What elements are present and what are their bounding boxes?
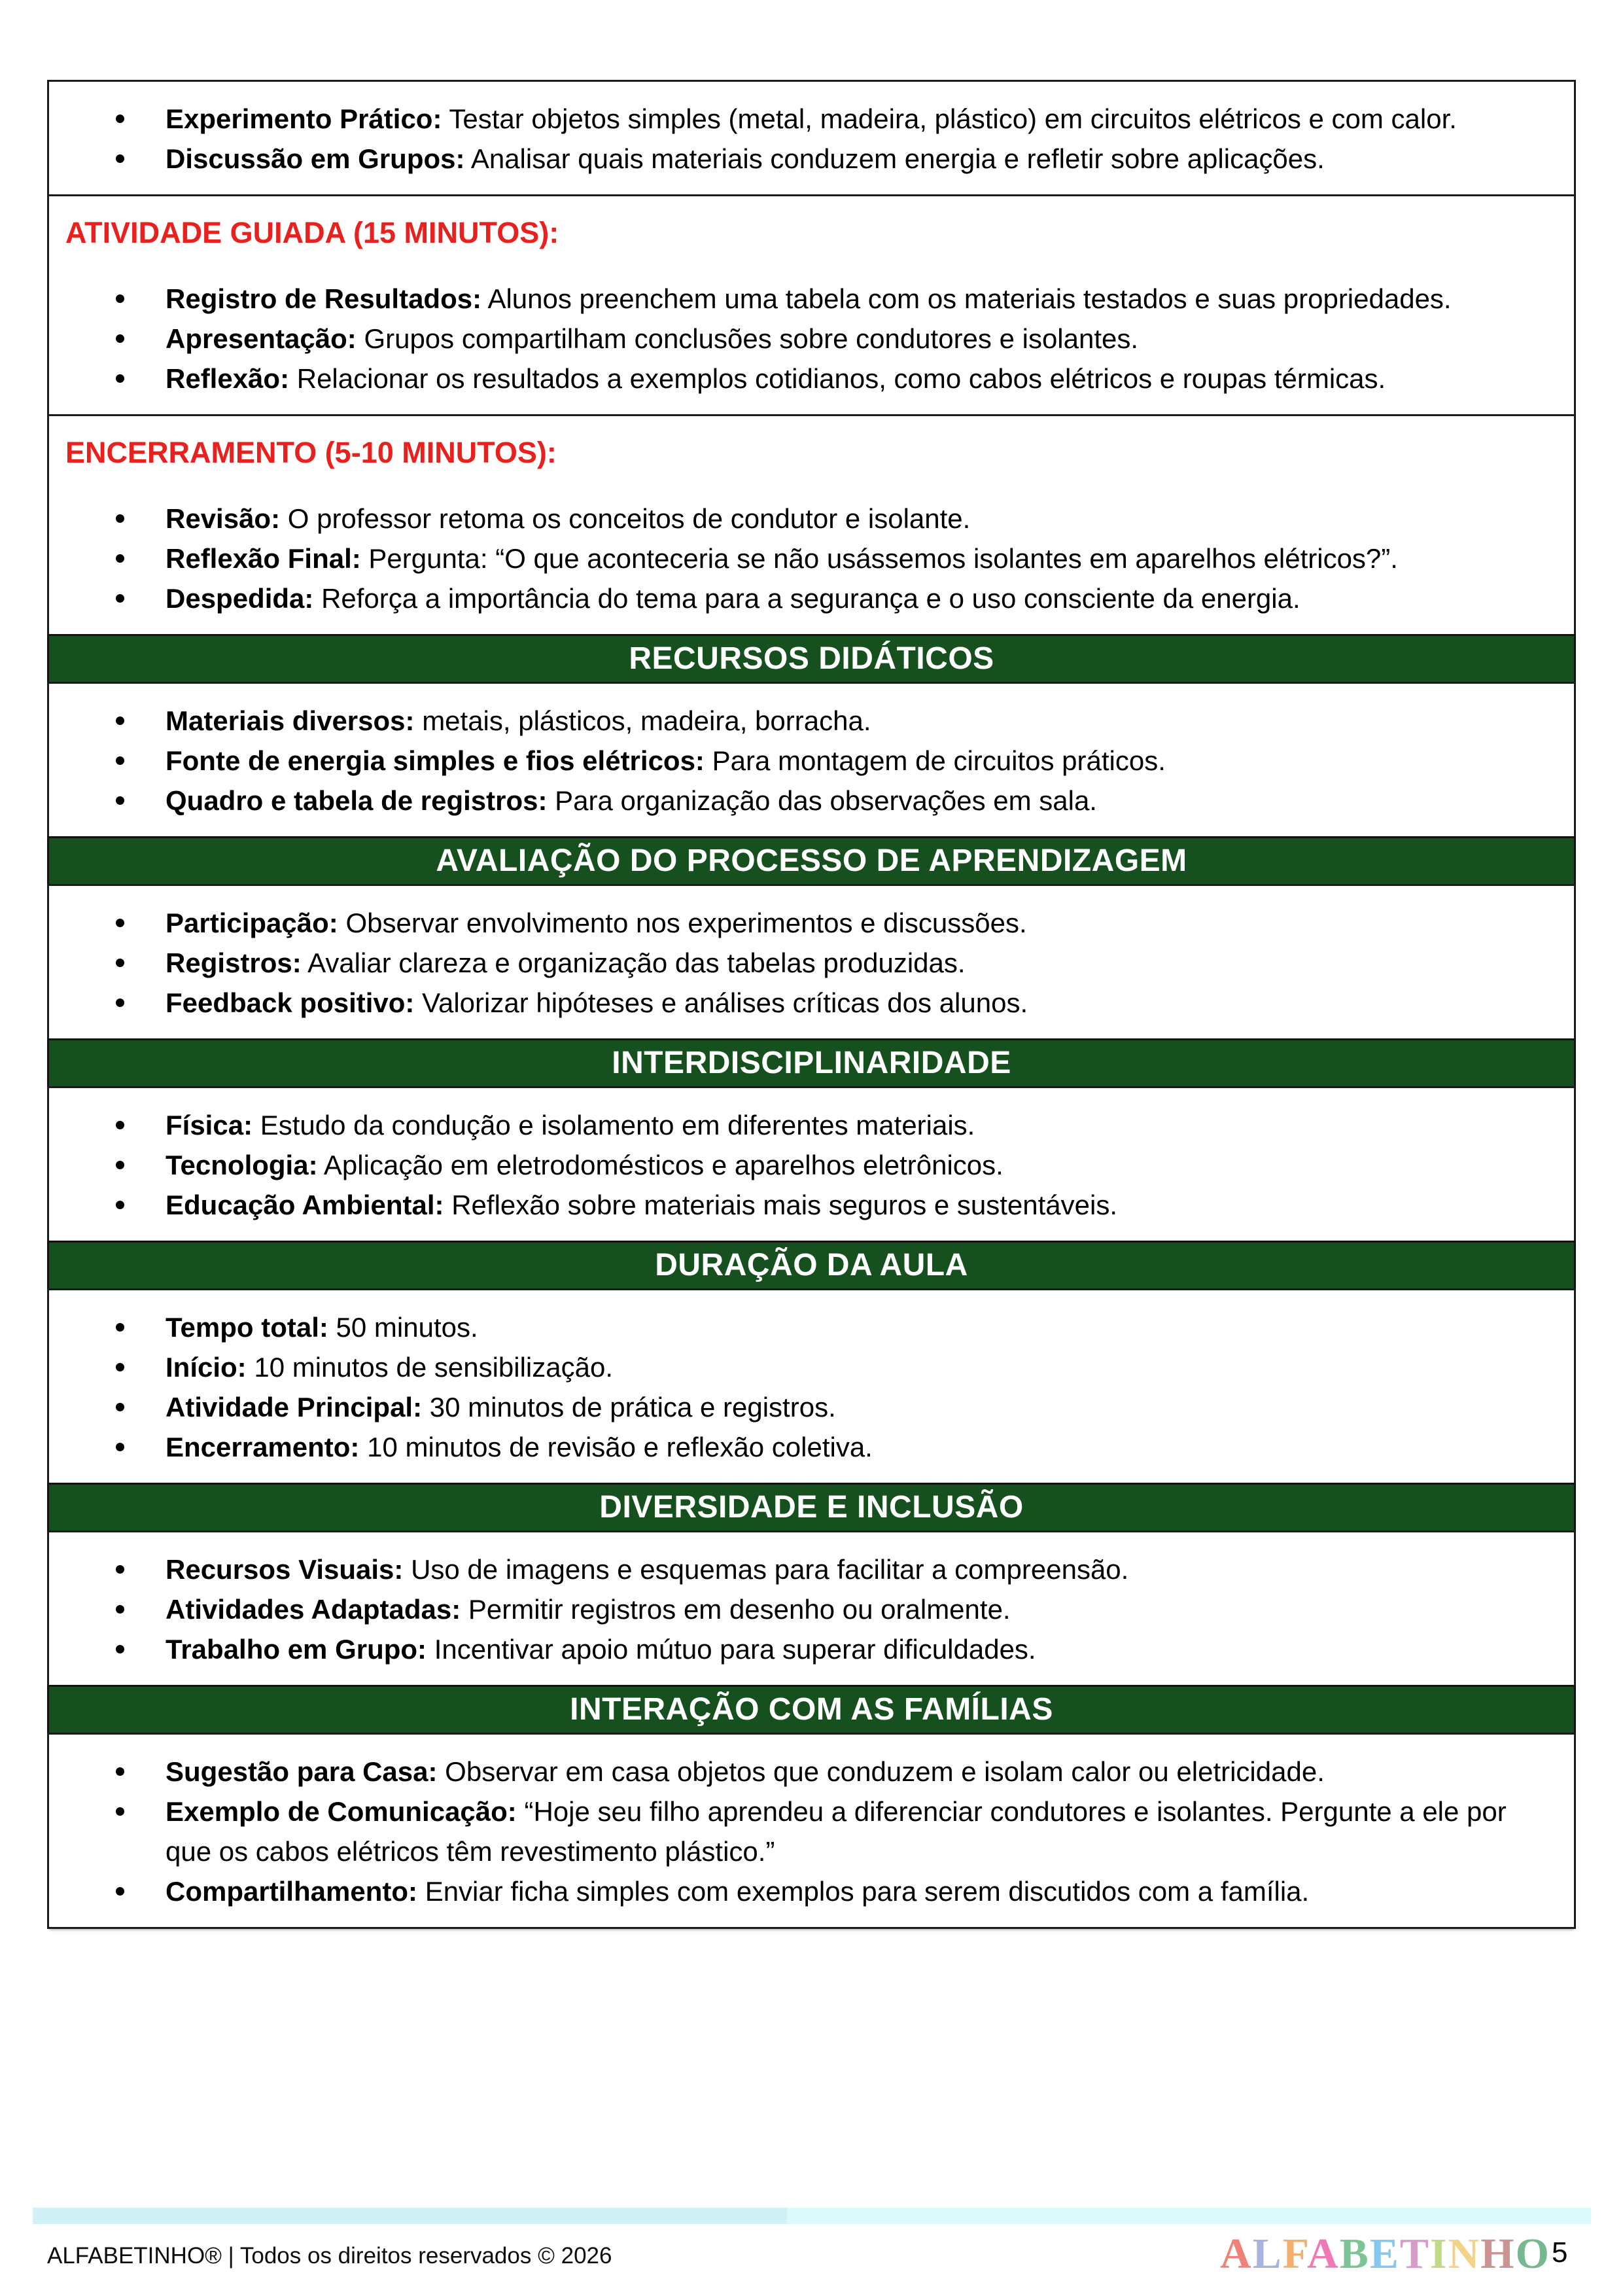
list-item	[166, 903, 1548, 943]
item-label: Feedback positivo:	[166, 987, 415, 1018]
item-label: Tempo total:	[166, 1312, 328, 1343]
diversidade-box	[47, 1530, 1576, 1687]
item-label: Materiais diversos:	[166, 705, 415, 736]
item-text: Permitir registros em desenho ou oralmente.	[468, 1594, 1011, 1625]
list-item	[166, 1871, 1548, 1911]
footer-divider-bar	[33, 2208, 1591, 2224]
banner-title: DIVERSIDADE E INCLUSÃO	[599, 1490, 1024, 1525]
page-number: 5	[1552, 2236, 1568, 2269]
list-item	[166, 1307, 1548, 1347]
lesson-plan-content	[47, 80, 1576, 1929]
item-label: Sugestão para Casa:	[166, 1756, 438, 1787]
encerramento-box	[47, 414, 1576, 636]
item-label: Quadro e tabela de registros:	[166, 785, 548, 816]
list-item	[166, 1589, 1548, 1629]
section-banner-interdisciplinaridade	[47, 1038, 1576, 1088]
banner-title: INTERDISCIPLINARIDADE	[612, 1046, 1011, 1080]
item-label: Física:	[166, 1110, 253, 1140]
item-label: Educação Ambiental:	[166, 1190, 444, 1220]
list-item	[166, 539, 1548, 578]
copyright-text: ALFABETINHO® | Todos os direitos reservados © 2026	[47, 2243, 612, 2269]
list-item	[166, 1549, 1548, 1589]
section-banner-familias	[47, 1685, 1576, 1735]
item-text: Valorizar hipóteses e análises críticas dos alunos.	[422, 987, 1028, 1018]
bullet-list	[49, 701, 1548, 821]
section-banner-diversidade	[47, 1483, 1576, 1532]
logo-letter: A	[1220, 2230, 1253, 2278]
red-section-heading: ATIVIDADE GUIADA (15 MINUTOS):	[65, 216, 559, 249]
item-label: Reflexão:	[166, 363, 290, 394]
banner-title: AVALIAÇÃO DO PROCESSO DE APRENDIZAGEM	[436, 843, 1187, 878]
item-label: Atividade Principal:	[166, 1392, 423, 1422]
list-item	[166, 99, 1548, 139]
item-text: Para organização das observações em sala.	[555, 785, 1097, 816]
item-text: Analisar quais materiais conduzem energia e refletir sobre aplicações.	[470, 143, 1325, 174]
item-label: Revisão:	[166, 503, 281, 534]
logo-letter: H	[1480, 2230, 1516, 2278]
list-item	[166, 1792, 1548, 1871]
bullet-list	[49, 1549, 1548, 1669]
list-item	[166, 741, 1548, 781]
list-item	[166, 1185, 1548, 1225]
logo-letter: L	[1252, 2230, 1283, 2278]
item-label: Fonte de energia simples e fios elétricos:	[166, 745, 705, 776]
logo-letter: E	[1369, 2230, 1400, 2278]
item-label: Experimento Prático:	[166, 103, 442, 134]
section-banner-recursos-didaticos	[47, 634, 1576, 684]
item-label: Compartilhamento:	[166, 1876, 418, 1907]
item-text: Observar em casa objetos que conduzem e isolam calor ou eletricidade.	[445, 1756, 1325, 1787]
bullet-list	[49, 499, 1548, 618]
list-item	[166, 1387, 1548, 1427]
atividade-guiada-box	[47, 194, 1576, 416]
list-item	[166, 781, 1548, 821]
list-item	[166, 1427, 1548, 1467]
item-text: “Hoje seu filho aprendeu a diferenciar condutores e isolantes. Pergunte a ele por que os cabos elétricos têm revestimento plástico.”	[166, 1796, 1507, 1867]
list-item	[166, 983, 1548, 1023]
list-item	[166, 359, 1548, 398]
section-banner-avaliacao	[47, 836, 1576, 886]
section-banner-duracao	[47, 1241, 1576, 1290]
list-item	[166, 279, 1548, 319]
list-item	[166, 1629, 1548, 1669]
list-item	[166, 1752, 1548, 1792]
item-text: Reflexão sobre materiais mais seguros e sustentáveis.	[451, 1190, 1118, 1220]
item-label: Reflexão Final:	[166, 543, 361, 574]
interdisciplinaridade-box	[47, 1086, 1576, 1243]
item-text: Reforça a importância do tema para a segurança e o uso consciente da energia.	[321, 583, 1300, 614]
list-item	[166, 319, 1548, 359]
banner-title: DURAÇÃO DA AULA	[655, 1248, 968, 1282]
banner-title: RECURSOS DIDÁTICOS	[629, 641, 994, 676]
item-text: 10 minutos de sensibilização.	[254, 1352, 613, 1383]
item-text: 10 minutos de revisão e reflexão coletiva.	[367, 1432, 873, 1462]
bullet-list	[49, 1307, 1548, 1467]
item-text: Alunos preenchem uma tabela com os materiais testados e suas propriedades.	[487, 283, 1452, 314]
item-label: Registros:	[166, 947, 302, 978]
item-label: Apresentação:	[166, 323, 357, 354]
red-section-heading: ENCERRAMENTO (5-10 MINUTOS):	[65, 436, 557, 469]
item-text: Grupos compartilham conclusões sobre condutores e isolantes.	[364, 323, 1139, 354]
logo-letter: I	[1429, 2230, 1448, 2278]
item-text: 50 minutos.	[336, 1312, 478, 1343]
list-item	[166, 943, 1548, 983]
item-label: Participação:	[166, 908, 338, 938]
bullet-list	[49, 99, 1548, 179]
brand-logo	[1220, 2230, 1550, 2278]
banner-title: INTERAÇÃO COM AS FAMÍLIAS	[570, 1692, 1053, 1727]
bullet-list	[49, 1105, 1548, 1225]
duracao-box	[47, 1288, 1576, 1485]
avaliacao-box	[47, 884, 1576, 1040]
logo-letter: O	[1515, 2230, 1550, 2278]
item-text: metais, plásticos, madeira, borracha.	[422, 705, 871, 736]
familias-box	[47, 1733, 1576, 1929]
list-item	[166, 139, 1548, 179]
bullet-list	[49, 279, 1548, 398]
item-text: Pergunta: “O que aconteceria se não usássemos isolantes em aparelhos elétricos?”.	[368, 543, 1398, 574]
logo-letter: T	[1399, 2230, 1430, 2278]
item-text: Relacionar os resultados a exemplos cotidianos, como cabos elétricos e roupas térmicas.	[296, 363, 1386, 394]
list-item	[166, 499, 1548, 539]
item-text: Aplicação em eletrodomésticos e aparelhos eletrônicos.	[323, 1150, 1003, 1180]
logo-letter: F	[1282, 2230, 1308, 2278]
item-text: Estudo da condução e isolamento em diferentes materiais.	[260, 1110, 975, 1140]
item-text: Uso de imagens e esquemas para facilitar a compreensão.	[411, 1554, 1129, 1585]
item-text: Incentivar apoio mútuo para superar dificuldades.	[434, 1634, 1036, 1665]
item-text: O professor retoma os conceitos de condutor e isolante.	[287, 503, 971, 534]
item-text: 30 minutos de prática e registros.	[429, 1392, 836, 1422]
item-label: Discussão em Grupos:	[166, 143, 465, 174]
item-text: Testar objetos simples (metal, madeira, plástico) em circuitos elétricos e com calor.	[449, 103, 1457, 134]
item-text: Avaliar clareza e organização das tabelas produzidas.	[307, 947, 966, 978]
item-label: Encerramento:	[166, 1432, 360, 1462]
item-label: Atividades Adaptadas:	[166, 1594, 461, 1625]
item-label: Trabalho em Grupo:	[166, 1634, 427, 1665]
list-item	[166, 1145, 1548, 1185]
item-label: Registro de Resultados:	[166, 283, 482, 314]
item-label: Recursos Visuais:	[166, 1554, 404, 1585]
item-label: Exemplo de Comunicação:	[166, 1796, 517, 1827]
list-item	[166, 701, 1548, 741]
item-label: Despedida:	[166, 583, 314, 614]
item-label: Tecnologia:	[166, 1150, 318, 1180]
logo-letter: N	[1448, 2230, 1481, 2278]
intro-bullets-box	[47, 80, 1576, 196]
list-item	[166, 1347, 1548, 1387]
item-label: Início:	[166, 1352, 247, 1383]
footer-bar-left-segment	[33, 2208, 787, 2224]
logo-letter: A	[1307, 2230, 1340, 2278]
footer-bar-right-segment	[787, 2208, 1591, 2224]
item-text: Para montagem de circuitos práticos.	[712, 745, 1166, 776]
recursos-didaticos-box	[47, 682, 1576, 838]
list-item	[166, 1105, 1548, 1145]
bullet-list	[49, 903, 1548, 1023]
item-text: Observar envolvimento nos experimentos e discussões.	[345, 908, 1027, 938]
logo-letter: B	[1339, 2230, 1370, 2278]
list-item	[166, 578, 1548, 618]
item-text: Enviar ficha simples com exemplos para serem discutidos com a família.	[425, 1876, 1310, 1907]
bullet-list	[49, 1752, 1548, 1911]
